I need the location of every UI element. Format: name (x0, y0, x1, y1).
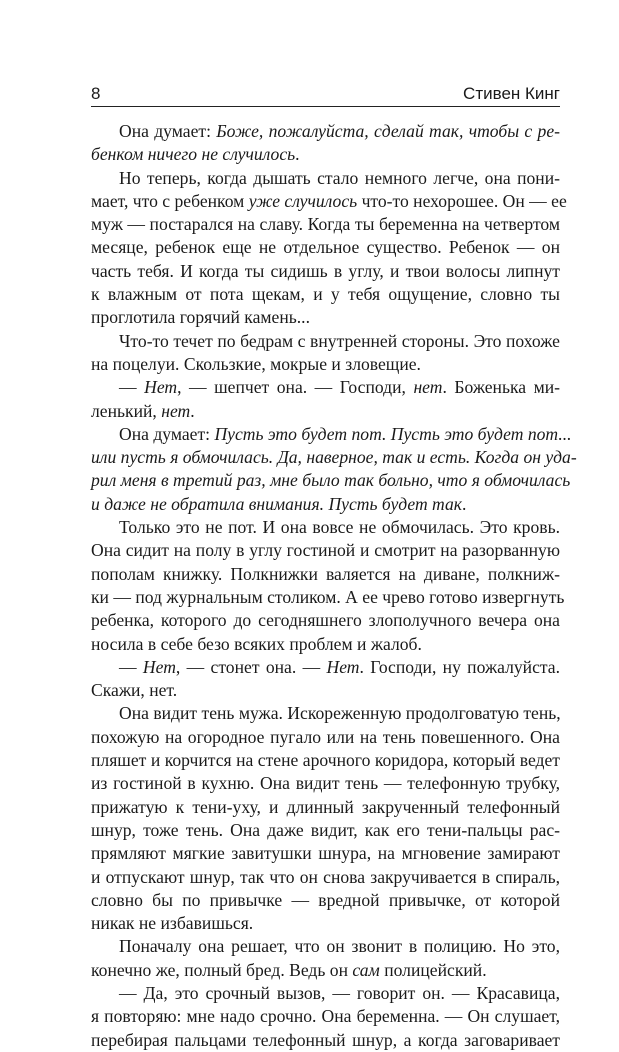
text-run: прямляют мягкие завитушки шнура, на мгновение замирают (91, 843, 560, 864)
text-run: к влажным от пота щекам, и у тебя ощущение, словно ты (91, 284, 560, 305)
running-header (91, 82, 560, 104)
text-line (91, 213, 560, 236)
text-run: . (190, 400, 195, 421)
text-line (91, 772, 560, 795)
text-run: — Да, это срочный вызов, — говорит он. — Красавица, (119, 982, 560, 1003)
text-line (91, 446, 577, 469)
italic-text: уже случилось (248, 190, 358, 211)
text-line (91, 376, 560, 399)
text-run: . (295, 144, 300, 165)
italic-text: Пусть это будет пот. Пусть это будет пот... (214, 423, 572, 444)
text-line (91, 586, 565, 609)
text-run: ленький, (91, 400, 162, 421)
text-line (91, 539, 560, 562)
text-line (91, 656, 560, 679)
text-line (91, 330, 560, 353)
italic-text: Нет (142, 656, 176, 677)
text-run: перебирая пальцами телефонный шнур, а когда заговаривает (91, 1029, 560, 1050)
body-text (91, 120, 577, 1052)
text-line (91, 796, 560, 819)
text-line (91, 912, 560, 935)
text-run: Она думает: (119, 121, 217, 141)
text-run: пляшет и корчится на стене арочного коридора, который ведет (91, 750, 560, 771)
italic-text: нет (161, 400, 191, 421)
text-line (91, 726, 560, 749)
italic-text: Боже, пожалуйста, сделай так, чтобы с ре- (216, 121, 560, 141)
text-line (91, 190, 567, 213)
text-run: Она сидит на полу в углу гостиной и смотрит на разорванную (91, 540, 560, 561)
text-line (91, 353, 560, 376)
text-line (91, 819, 560, 842)
text-run: шнур, тоже тень. Она даже видит, как его тени-пальцы рас- (91, 819, 560, 840)
text-run: ребенка, которого до сегодняшнего злополучного вечера она (91, 610, 560, 631)
text-line (91, 120, 560, 143)
text-run: Скажи, нет. (91, 680, 178, 701)
text-run: и отпускают шнур, так что он снова закручивается в спираль, (91, 866, 560, 887)
text-line (91, 469, 571, 492)
italic-text: бенком ничего не случилось (91, 144, 296, 165)
italic-text: Нет (326, 656, 360, 677)
italic-text: и даже не обратила внимания. Пусть будет так (91, 493, 462, 514)
text-run: прижатую к тени-уху, и длинный закрученный телефонный (91, 796, 560, 817)
text-run: . Боженька ми- (442, 377, 561, 398)
text-run: что-то нехорошее. Он — ее (357, 190, 567, 211)
italic-text: нет (413, 377, 443, 398)
text-run: муж — постарался на славу. Когда ты беременна на четвертом (91, 214, 560, 235)
text-run: Что-то течет по бедрам с внутренней стороны. Это похоже (119, 330, 560, 351)
text-run: носила в себе безо всяких проблем и жалоб. (91, 633, 422, 654)
text-run: на поцелуи. Скользкие, мокрые и зловещие. (91, 353, 421, 374)
text-line (91, 1029, 560, 1052)
text-run: никак не избавишься. (91, 913, 254, 934)
italic-text: Нет (144, 377, 178, 398)
text-line (91, 306, 560, 329)
text-run: Поначалу она решает, что он звонит в полицию. Но это, (119, 936, 560, 957)
text-run: ки — под журнальным столиком. А ее чрево готово извергнуть (91, 586, 565, 607)
text-run: , — шепчет она. — Господи, (177, 377, 414, 398)
text-run: — (119, 656, 143, 677)
text-run: конечно же, полный бред. Ведь он (91, 959, 353, 980)
text-run: полицейский. (379, 959, 487, 980)
text-run: Она думает: (119, 423, 215, 444)
text-run: словно бы по привычке — вредной привычке, от которой (91, 889, 560, 910)
text-line (91, 866, 560, 889)
text-line (91, 167, 560, 190)
text-run: месяце, ребенок еще не отдельное существо. Ребенок — он (91, 237, 560, 258)
text-line (91, 702, 560, 725)
text-run: мает, что с ребенком (91, 190, 249, 211)
text-line (91, 935, 560, 958)
text-line (91, 493, 560, 516)
text-line (91, 959, 560, 982)
italic-text: или пусть я обмочилась. Да, наверное, так и есть. Когда он уда- (91, 447, 577, 468)
header-rule (91, 106, 560, 107)
text-run: часть тебя. И когда ты сидишь в углу, и твои волосы липнут (91, 260, 560, 281)
text-line (91, 260, 560, 283)
text-line (91, 633, 560, 656)
page-number: 8 (91, 84, 101, 103)
text-line (91, 516, 560, 539)
text-run: , — стонет она. — (175, 656, 327, 677)
italic-text: сам (352, 959, 380, 980)
text-line (91, 143, 560, 166)
text-line (91, 283, 560, 306)
text-line (91, 842, 560, 865)
text-line (91, 889, 560, 912)
text-line (91, 400, 560, 423)
text-run: Она видит тень мужа. Искореженную продолговатую тень, (119, 703, 561, 724)
text-line (91, 1005, 560, 1028)
text-run: . (462, 493, 467, 514)
text-run: . Господи, ну пожалуйста. (359, 656, 560, 677)
text-line (91, 563, 560, 586)
text-run: я повторяю: мне надо срочно. Она беременна. — Он слушает, (91, 1006, 560, 1027)
text-run: Но теперь, когда дышать стало немного легче, она пони- (119, 167, 560, 188)
text-line (91, 609, 560, 632)
text-run: проглотила горячий камень... (91, 307, 310, 328)
text-run: пополам книжку. Полкнижки валяется на диване, полкниж- (91, 563, 560, 584)
text-line (91, 423, 572, 446)
text-line (91, 982, 560, 1005)
text-line (91, 749, 560, 772)
text-line (91, 236, 560, 259)
text-run: похожую на огородное пугало или на тень повешенного. Она (91, 726, 560, 747)
running-title: Стивен Кинг (463, 84, 560, 103)
italic-text: рил меня в третий раз, мне было так больно, что я обмочилась (91, 470, 571, 491)
text-line (91, 679, 560, 702)
text-run: — (119, 377, 145, 398)
text-run: Только это не пот. И она вовсе не обмочилась. Это кровь. (119, 517, 560, 538)
text-run: из гостиной в кухню. Она видит тень — телефонную трубку, (91, 773, 560, 794)
